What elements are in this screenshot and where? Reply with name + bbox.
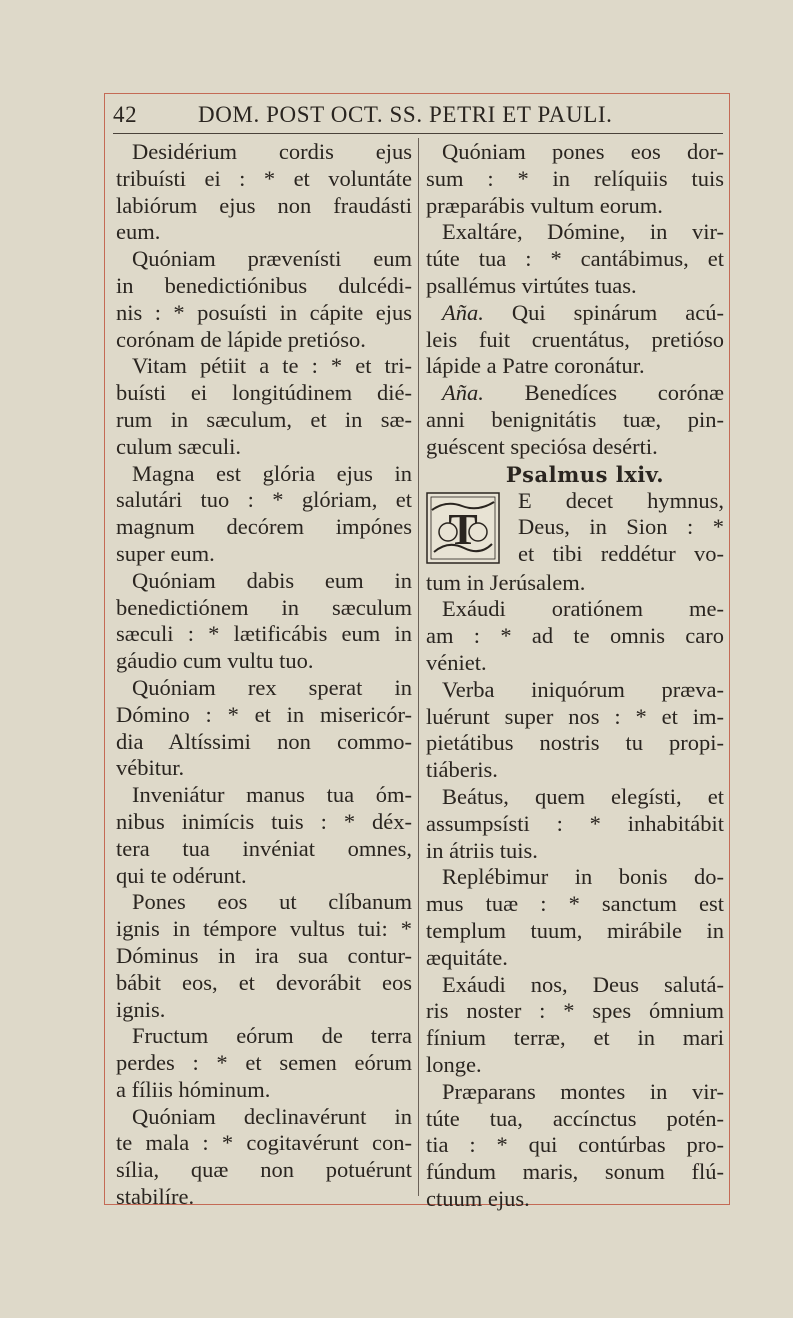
text-line: sæculi : * lætificábis eum in (116, 621, 412, 647)
text-line: tia : * qui contúrbas pro- (426, 1132, 724, 1158)
verse (116, 675, 412, 782)
text-line: Fructum eórum de terra (132, 1023, 412, 1049)
antiphon-label: Aña. (442, 299, 484, 325)
text-line: et tibi reddétur vo- (518, 541, 724, 567)
text-line: assumpsísti : * inhabitábit (426, 810, 724, 836)
text-line: Desidérium cordis ejus (132, 139, 412, 164)
text-line: Beátus, quem elegísti, et (442, 783, 724, 809)
text-line: in benedictiónibus dulcédi- (116, 272, 412, 298)
text-line: luérunt super nos : * et im- (426, 703, 724, 729)
text-line: gáudio cum vultu tuo. (116, 648, 314, 674)
text-line (426, 300, 724, 327)
text-line: stabilíre. (116, 1184, 195, 1210)
verse (426, 596, 724, 676)
text-line: psallémus virtútes tuas. (426, 272, 637, 298)
text-line: mus tuæ : * sanctum est (426, 891, 724, 917)
text-line: ris noster : * spes ómnium (426, 998, 724, 1024)
text-line: ctuum ejus. (426, 1185, 530, 1211)
text-line: Exáudi oratiónem me- (442, 596, 724, 622)
text-line: fínium terræ, et in mari (426, 1025, 724, 1051)
verse (116, 139, 412, 246)
text-line: E decet hymnus, (518, 487, 724, 513)
text-line: salutári tuo : * glóriam, et (116, 487, 412, 513)
antiphon-label: Aña. (442, 380, 484, 406)
text-line: ignis. (116, 996, 166, 1022)
text-line: in átriis tuis. (426, 837, 538, 863)
psalm-first-lines (518, 488, 724, 568)
text-line: te mala : * cogitavérunt con- (116, 1130, 412, 1156)
text-line: Quóniam rex sperat in (132, 674, 412, 700)
text-line: Exaltáre, Dómine, in vir- (442, 219, 724, 245)
antiphon-text: Qui spinárum acú- (511, 299, 724, 325)
text-line: Dóminus in ira sua contur- (116, 942, 412, 968)
text-line: túte tua : * cantábimus, et (426, 246, 724, 272)
text-line: præparábis vultum eorum. (426, 192, 663, 218)
text-line: perdes : * et semen eórum (116, 1050, 412, 1076)
text-line: fúndum maris, sonum flú- (426, 1159, 724, 1185)
text-line: am : * ad te omnis caro (426, 623, 724, 649)
text-line: dia Altíssimi non commo- (116, 728, 412, 754)
text-line: super eum. (116, 540, 215, 566)
text-line: véniet. (426, 649, 487, 675)
text-line: Dómino : * et in misericór- (116, 701, 412, 727)
text-line: vébitur. (116, 755, 185, 781)
text-line: nibus inimícis tuis : * déx- (116, 808, 412, 834)
text-line: eum. (116, 219, 161, 245)
left-column (116, 139, 412, 1211)
psalm-heading: Psalmus lxiv. (505, 461, 665, 487)
text-line: Quóniam dabis eum in (132, 567, 412, 593)
drop-initial-letter: T (448, 504, 478, 554)
text-line: Quóniam pones eos dor- (442, 139, 724, 164)
right-column (426, 139, 724, 1213)
text-line: a fíliis hóminum. (116, 1076, 271, 1102)
text-line (426, 380, 724, 407)
text-line: magnum decórem impónes (116, 514, 412, 540)
right-verses-before (426, 139, 724, 300)
verse (116, 1023, 412, 1103)
verse (116, 568, 412, 675)
text-line: templum tuum, mirábile in (426, 917, 724, 943)
text-line: Exáudi nos, Deus salutá- (442, 971, 724, 997)
text-line: nis : * posuísti in cápite ejus (116, 299, 412, 325)
text-line: longe. (426, 1051, 482, 1077)
running-title: DOM. POST OCT. SS. PETRI ET PAULI. (198, 102, 613, 127)
text-line: sília, quæ non potuérunt (116, 1157, 412, 1183)
text-line: anni benignitátis tuæ, pin- (426, 406, 724, 432)
text-line: Verba iniquórum præva- (442, 676, 724, 702)
text-line: culum sæculi. (116, 433, 241, 459)
verse (426, 972, 724, 1079)
text-line: Quóniam prævenísti eum (132, 246, 412, 272)
verse (426, 219, 724, 299)
text-line: tum in Jerúsalem. (426, 569, 586, 595)
verse (426, 139, 724, 219)
text-line: Vitam pétiit a te : * et tri- (132, 353, 412, 379)
text-line: ignis in témpore vultus tui: * (116, 916, 412, 942)
verse (426, 864, 724, 971)
text-line: guéscent speciósa desérti. (426, 433, 658, 459)
antiphons (426, 300, 724, 461)
verse (426, 380, 724, 460)
verse (116, 461, 412, 568)
text-line: túte tua, accínctus potén- (426, 1105, 724, 1131)
text-line: rum in sæculum, et in sæ- (116, 406, 412, 432)
text-line: tribuísti ei : * et voluntáte (116, 165, 412, 191)
text-line: corónam de lápide pretióso. (116, 326, 366, 352)
text-line: pietátibus nostris tu propi- (426, 730, 724, 756)
column-divider (418, 138, 419, 1196)
text-line: labiórum ejus non fraudásti (116, 192, 412, 218)
drop-initial-icon (426, 492, 500, 564)
text-line: Pones eos ut clíbanum (132, 889, 412, 915)
psalm-first-verse (426, 488, 724, 570)
text-line: Replébimur in bonis do- (442, 864, 724, 890)
text-line: bábit eos, et devorábit eos (116, 969, 412, 995)
text-line: æquitáte. (426, 944, 508, 970)
text-line: buísti ei longitúdinem dié- (116, 380, 412, 406)
verse (116, 889, 412, 1023)
text-line: leis fuit cruentátus, pretióso (426, 326, 724, 352)
text-line: Inveniátur manus tua óm- (132, 782, 412, 808)
verse (426, 300, 724, 380)
text-line: benedictiónem in sæculum (116, 594, 412, 620)
header-rule (113, 133, 723, 134)
text-line: qui te odérunt. (116, 862, 247, 888)
text-line: Præparans montes in vir- (442, 1078, 724, 1104)
psalm-first-continuation (426, 570, 724, 597)
verse (116, 1104, 412, 1211)
verse (116, 246, 412, 353)
verse (426, 784, 724, 864)
verse (116, 782, 412, 889)
text-line: lápide a Patre coronátur. (426, 353, 645, 379)
antiphon-text: Benedíces corónæ (524, 380, 725, 406)
text-line: Quóniam declinavérunt in (132, 1103, 412, 1129)
text-line: sum : * in relíquiis tuis (426, 165, 724, 191)
text-line: Magna est glória ejus in (132, 460, 412, 486)
text-line: tiáberis. (426, 757, 498, 783)
right-verses-after (426, 596, 724, 1212)
verse (426, 677, 724, 784)
verse (116, 353, 412, 460)
text-line: tera tua invéniat omnes, (116, 835, 412, 861)
text-line: Deus, in Sion : * (518, 514, 724, 540)
page-number: 42 (113, 102, 138, 127)
running-header (113, 100, 723, 134)
verse (426, 1079, 724, 1213)
